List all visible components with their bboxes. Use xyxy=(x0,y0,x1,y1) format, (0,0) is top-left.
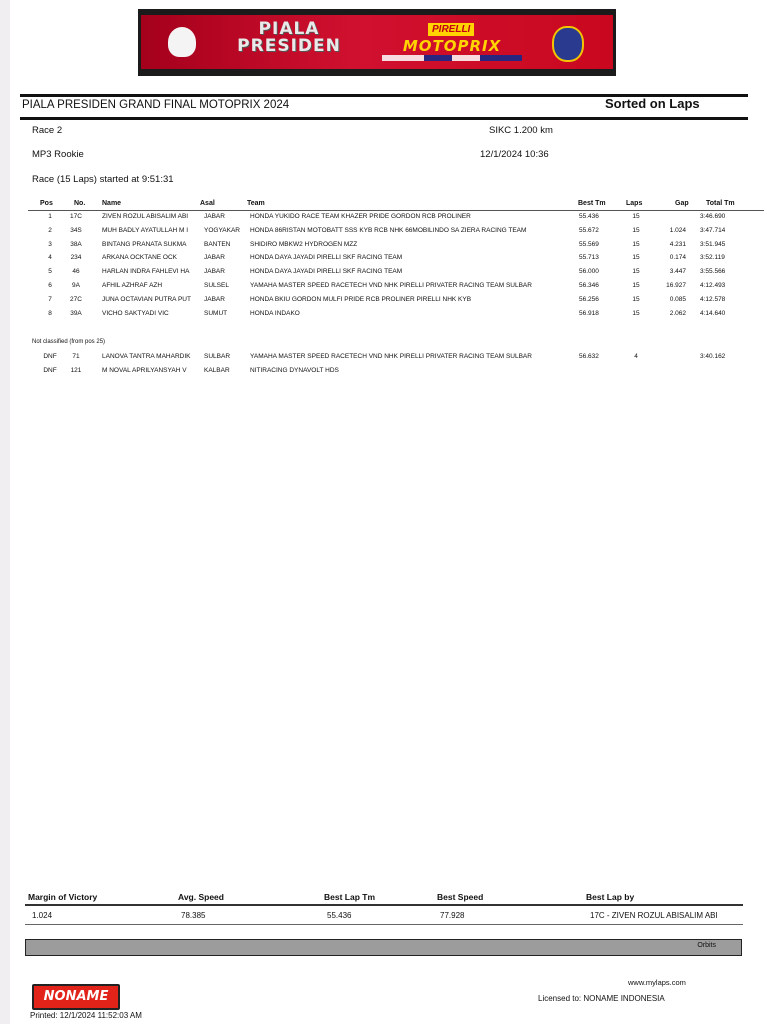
race-datetime: 12/1/2024 10:36 xyxy=(480,149,549,160)
cell-no: 46 xyxy=(72,268,80,276)
cell-no: 9A xyxy=(72,282,80,289)
result-row xyxy=(0,296,767,307)
cell-team: HONDA DAYA JAYADI PIRELLI SKF RACING TEAM xyxy=(250,268,403,276)
cell-asal: JABAR xyxy=(204,268,225,276)
result-row xyxy=(0,254,767,265)
cell-name: VICHO SAKTYADI VIC xyxy=(102,309,169,317)
cell-pos: 1 xyxy=(48,213,52,220)
cell-total: 4:14.640 xyxy=(700,309,726,317)
cell-no: 121 xyxy=(70,367,82,374)
cell-best: 55.569 xyxy=(579,240,599,248)
cell-asal: SULBAR xyxy=(204,353,231,360)
result-row xyxy=(0,213,767,224)
cell-best: 55.436 xyxy=(579,213,599,220)
cell-laps: 15 xyxy=(632,295,640,303)
cell-total: 4:12.493 xyxy=(700,282,726,289)
cell-gap: 0.085 xyxy=(669,295,686,303)
cell-team: HONDA YUKIDO RACE TEAM KHAZER PRIDE GORDON RCB PROLINER xyxy=(250,213,471,220)
left-margin-strip xyxy=(0,0,10,1024)
best-lap-by-value: 17C - ZIVEN ROZUL ABISALIM ABI xyxy=(590,911,718,920)
cell-name: HARLAN INDRA FAHLEVI HA xyxy=(102,268,190,276)
cell-total: 4:12.578 xyxy=(700,295,726,303)
cell-team: SHIDIRO MBKW2 HYDROGEN MZZ xyxy=(250,240,358,248)
cell-name: AFHIL AZHRAF AZH xyxy=(102,282,163,289)
cell-laps: 15 xyxy=(632,282,640,289)
cell-no: 38A xyxy=(70,240,82,248)
cell-team: HONDA BKIU GORDON MULFI PRIDE RCB PROLINER PIRELLI NHK KYB xyxy=(250,295,472,303)
website-link[interactable]: www.mylaps.com xyxy=(628,978,686,987)
cell-laps: 15 xyxy=(632,240,640,248)
column-header-best-tm: Best Tm xyxy=(578,200,606,207)
column-header-pos: Pos xyxy=(40,200,53,207)
cell-laps: 4 xyxy=(634,353,638,360)
cell-laps: 15 xyxy=(632,254,640,262)
cell-total: 3:46.690 xyxy=(700,213,726,220)
class-name: MP3 Rookie xyxy=(32,149,84,160)
cell-no: 27C xyxy=(70,295,82,303)
cell-best: 56.256 xyxy=(579,295,599,303)
report-title: PIALA PRESIDEN GRAND FINAL MOTOPRIX 2024 xyxy=(22,99,290,111)
column-header-name: Name xyxy=(102,200,122,207)
sponsor-strip xyxy=(382,55,522,61)
best-lap-by-label: Best Lap by xyxy=(586,892,635,902)
cell-pos: DNF xyxy=(43,367,57,374)
cell-pos: 7 xyxy=(48,295,52,303)
cell-best: 56.346 xyxy=(579,282,599,289)
cell-team: NITIRACING DYNAVOLT HDS xyxy=(250,367,339,374)
not-classified-row xyxy=(0,353,767,364)
cell-gap: 3.447 xyxy=(669,268,686,276)
banner-background xyxy=(141,15,613,69)
cell-asal: KALBAR xyxy=(204,367,230,374)
cell-total: 3:52.119 xyxy=(700,254,725,262)
cell-asal: SUMUT xyxy=(204,309,228,317)
cell-pos: 8 xyxy=(48,309,52,317)
race-name: Race 2 xyxy=(32,125,63,136)
sort-label: Sorted on Laps xyxy=(605,96,700,111)
avg-speed-label: Avg. Speed xyxy=(178,892,224,902)
cell-best: 56.632 xyxy=(579,353,599,360)
cell-team: HONDA DAYA JAYADI PIRELLI SKF RACING TEAM xyxy=(250,254,403,262)
cell-asal: YOGYAKAR xyxy=(204,226,241,234)
cell-gap: 0.174 xyxy=(669,254,686,262)
event-banner xyxy=(138,9,616,76)
cell-asal: BANTEN xyxy=(204,240,231,248)
avg-speed-value: 78.385 xyxy=(181,911,206,920)
cell-pos: 5 xyxy=(48,268,52,276)
table-header-rule xyxy=(28,210,764,211)
result-row xyxy=(0,282,767,293)
cell-gap: 1.024 xyxy=(669,226,686,234)
not-classified-label: Not classified (from pos 25) xyxy=(32,339,106,345)
cell-asal: JABAR xyxy=(204,295,225,303)
cell-gap: 4.231 xyxy=(669,240,686,248)
piala-presiden-logo: PIALA PRESIDEN xyxy=(237,19,341,56)
cell-total: 3:55.566 xyxy=(700,268,726,276)
margin-value: 1.024 xyxy=(32,911,53,920)
cell-best: 55.713 xyxy=(579,254,599,262)
federation-crest-icon xyxy=(552,26,584,62)
cell-team: YAMAHA MASTER SPEED RACETECH VND NHK PIRELLI PRIVATER RACING TEAM SULBAR xyxy=(250,282,532,289)
cell-pos: 3 xyxy=(48,240,52,248)
cell-asal: SULSEL xyxy=(204,282,229,289)
cell-laps: 15 xyxy=(632,226,640,234)
cell-best: 55.672 xyxy=(579,226,599,234)
orbits-bar xyxy=(25,939,742,956)
not-classified-row xyxy=(0,367,767,378)
result-row xyxy=(0,241,767,252)
pirelli-logo: PIRELLI xyxy=(428,23,474,36)
cell-gap: 2.062 xyxy=(669,309,686,317)
cell-name: LANOVA TANTRA MAHARDIK xyxy=(102,353,191,360)
cell-pos: DNF xyxy=(43,353,57,360)
cell-laps: 15 xyxy=(632,268,640,276)
cell-team: YAMAHA MASTER SPEED RACETECH VND NHK PIRELLI PRIVATER RACING TEAM SULBAR xyxy=(250,353,532,360)
cell-laps: 15 xyxy=(632,309,640,317)
cell-no: 34S xyxy=(70,226,82,234)
cell-total: 3:47.714 xyxy=(700,226,726,234)
printed-timestamp: Printed: 12/1/2024 11:52:03 AM xyxy=(30,1011,142,1020)
cell-name: M NOVAL APRILYANSYAH V xyxy=(102,367,187,374)
cell-name: MUH BADLY AYATULLAH M I xyxy=(102,226,189,234)
noname-logo: NONAME xyxy=(32,984,120,1010)
cell-team: HONDA 86RISTAN MOTOBATT SSS KYB RCB NHK 66MOBILINDO SA ZIERA RACING TEAM xyxy=(250,226,527,234)
title-bottom-rule xyxy=(20,117,748,120)
column-header-asal: Asal xyxy=(200,200,215,207)
cell-no: 39A xyxy=(70,309,82,317)
cell-gap: 16.927 xyxy=(666,282,686,289)
cell-laps: 15 xyxy=(632,213,640,220)
cell-name: ARKANA OCKTANE OCK xyxy=(102,254,178,262)
column-header-laps: Laps xyxy=(626,200,643,207)
best-speed-label: Best Speed xyxy=(437,892,484,902)
column-header-total-tm: Total Tm xyxy=(706,200,735,207)
cell-asal: JABAR xyxy=(204,254,225,262)
column-header-no: No. xyxy=(74,200,86,207)
motoprix-logo: MOTOPRIX xyxy=(402,37,502,55)
orbits-label: Orbits xyxy=(697,942,716,949)
cell-total: 3:40.162 xyxy=(700,353,726,360)
summary-bottom-rule xyxy=(25,924,743,925)
best-lap-value: 55.436 xyxy=(327,911,352,920)
result-row xyxy=(0,310,767,321)
cell-best: 56.918 xyxy=(579,309,599,317)
cell-no: 17C xyxy=(70,213,82,220)
cell-team: HONDA INDAKO xyxy=(250,309,300,317)
cell-name: ZIVEN ROZUL ABISALIM ABI xyxy=(102,213,189,220)
race-start-info: Race (15 Laps) started at 9:51:31 xyxy=(32,174,174,185)
margin-label: Margin of Victory xyxy=(28,892,98,902)
column-header-team: Team xyxy=(247,200,265,207)
cell-name: BINTANG PRANATA SUKMA xyxy=(102,240,187,248)
summary-top-rule xyxy=(25,904,743,906)
license-info: Licensed to: NONAME INDONESIA xyxy=(538,994,665,1003)
result-row xyxy=(0,227,767,238)
cell-name: JUNA OCTAVIAN PUTRA PUT xyxy=(102,295,191,303)
best-speed-value: 77.928 xyxy=(440,911,465,920)
cell-pos: 4 xyxy=(48,254,52,262)
result-row xyxy=(0,268,767,279)
cell-no: 71 xyxy=(72,353,80,360)
cell-pos: 6 xyxy=(48,282,52,289)
cell-pos: 2 xyxy=(48,226,52,234)
cell-total: 3:51.945 xyxy=(700,240,726,248)
best-lap-label: Best Lap Tm xyxy=(324,892,376,902)
column-header-gap: Gap xyxy=(675,200,689,207)
cell-no: 234 xyxy=(70,254,82,262)
cell-best: 56.000 xyxy=(579,268,599,276)
organizer-crest-icon xyxy=(168,27,196,57)
cell-asal: JABAR xyxy=(204,213,225,220)
track-info: SIKC 1.200 km xyxy=(489,125,553,136)
